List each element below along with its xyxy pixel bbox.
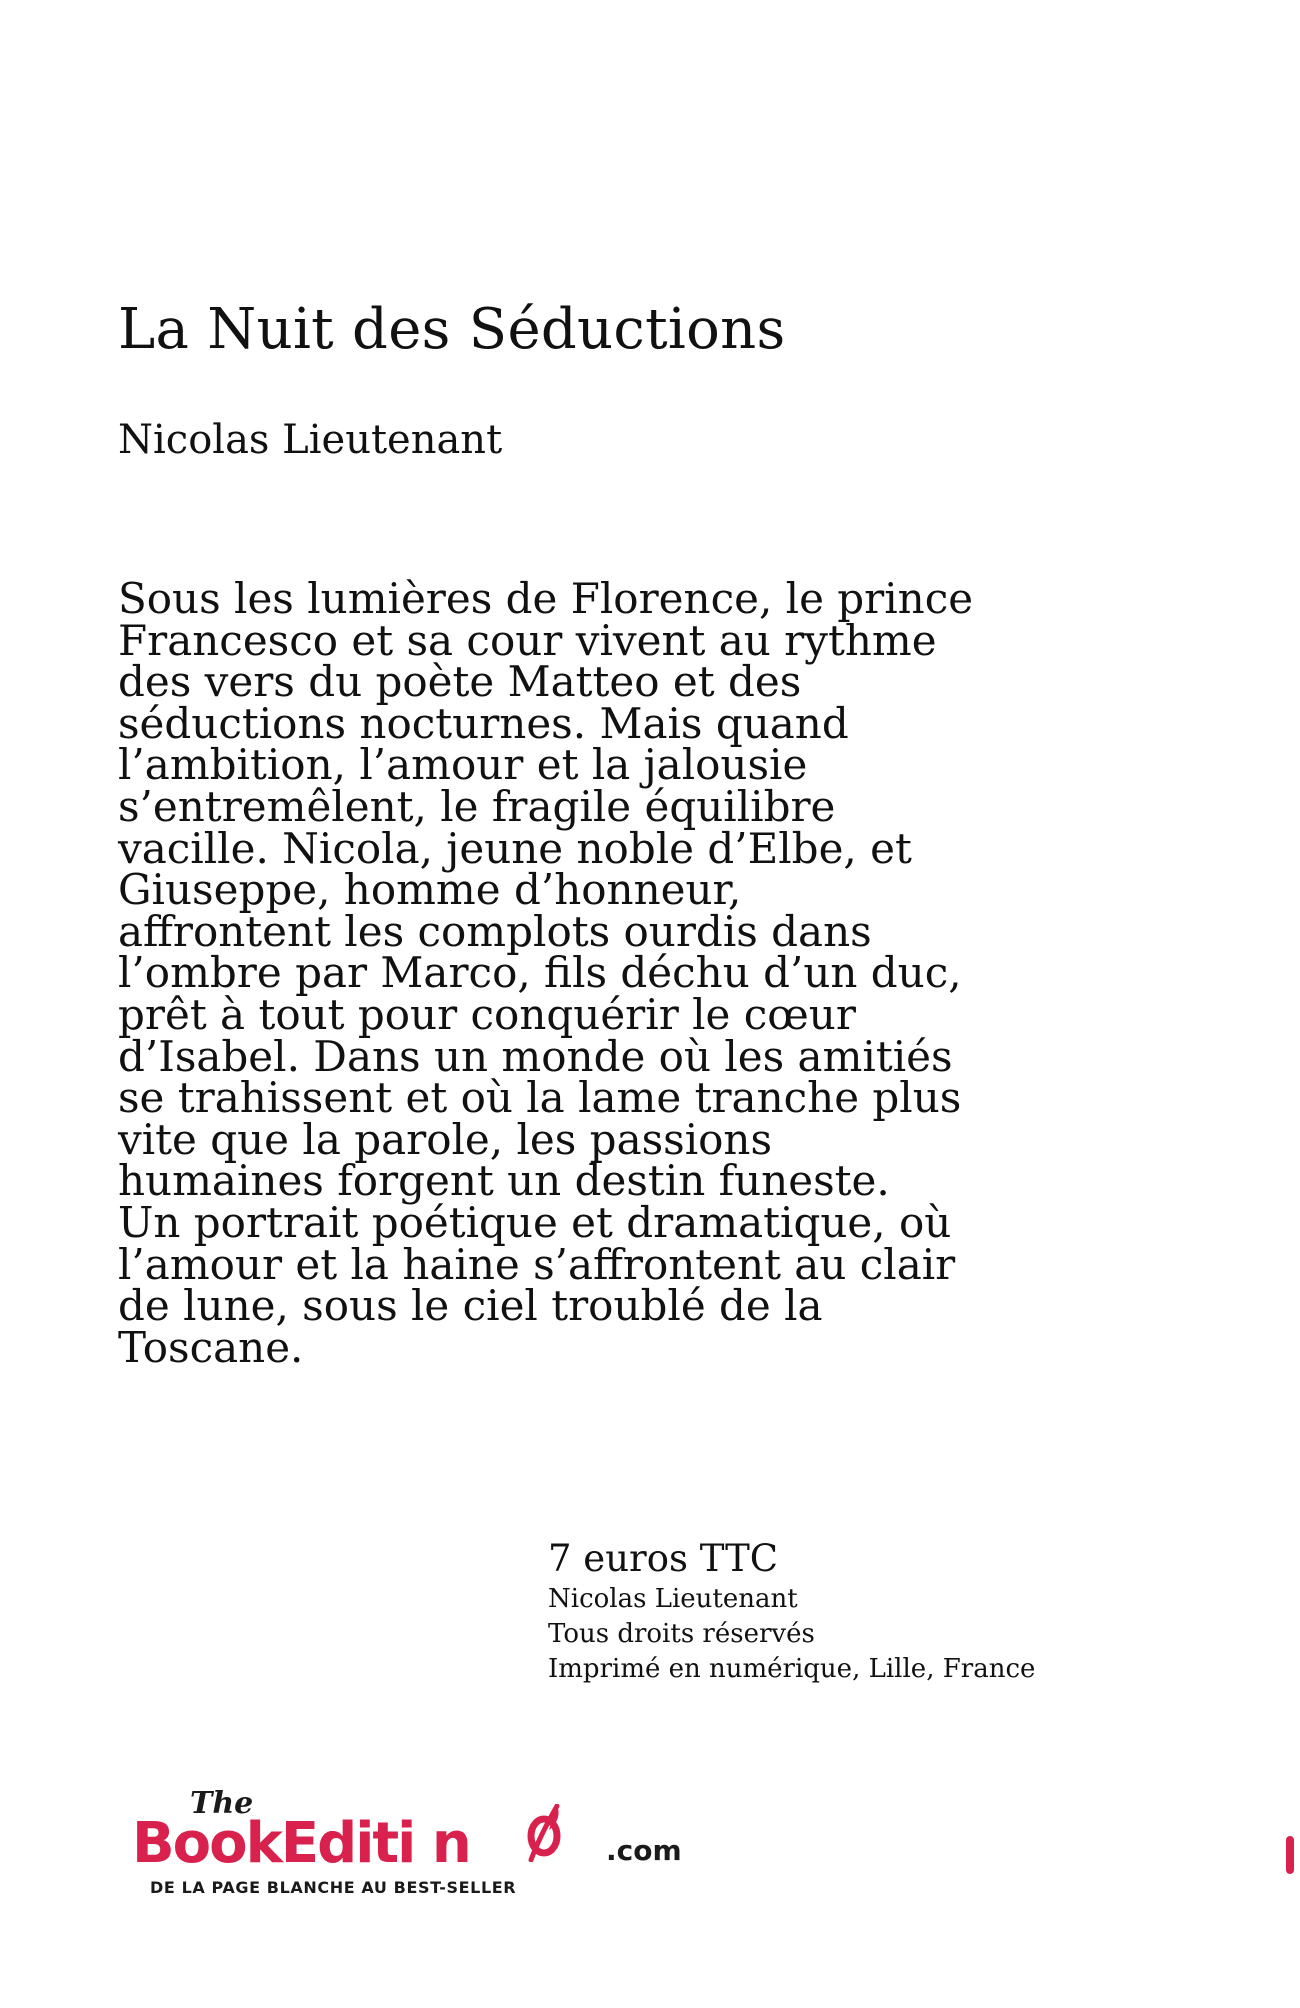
book-title: La Nuit des Séductions	[118, 297, 786, 362]
blurb-line: de lune, sous le ciel troublé de la	[118, 1281, 823, 1331]
logo-tagline: DE LA PAGE BLANCHE AU BEST-SELLER	[150, 1878, 517, 1897]
logo-dotcom: .com	[606, 1834, 682, 1867]
edge-mark	[1286, 1836, 1294, 1874]
blurb-line: l’ambition, l’amour et la jalousie	[118, 740, 808, 790]
blurb-line: s’entremêlent, le fragile équilibre	[118, 781, 836, 831]
printing-notice: Imprimé en numérique, Lille, France	[548, 1654, 1036, 1684]
blurb-line: Francesco et sa cour vivent au rythme	[118, 615, 937, 665]
blurb-line: séductions nocturnes. Mais quand	[118, 698, 849, 748]
blurb-line: d’Isabel. Dans un monde où les amitiés	[118, 1031, 953, 1081]
quill-icon	[527, 1804, 561, 1862]
back-cover-blurb	[118, 574, 998, 1372]
blurb-line: vite que la parole, les passions	[118, 1114, 773, 1164]
blurb-line: Toscane.	[118, 1322, 304, 1372]
logo-the: The	[190, 1786, 254, 1821]
price: 7 euros TTC	[548, 1537, 779, 1580]
rights-notice: Tous droits réservés	[548, 1619, 815, 1649]
blurb-line: l’ombre par Marco, fils déchu d’un duc,	[118, 948, 962, 998]
blurb-line: Un portrait poétique et dramatique, où	[118, 1197, 952, 1247]
blurb-line: l’amour et la haine s’affrontent au clair	[118, 1239, 956, 1289]
blurb-line: vacille. Nicola, jeune noble d’Elbe, et	[118, 823, 912, 873]
logo-brand: BookEditi n	[132, 1811, 470, 1876]
blurb-line: des vers du poète Matteo et des	[118, 657, 802, 707]
blurb-line: Sous les lumières de Florence, le prince	[118, 574, 974, 623]
publisher-logo	[132, 1786, 692, 1897]
colophon	[548, 1536, 1035, 1687]
blurb-line: affrontent les complots ourdis dans	[118, 906, 872, 956]
blurb-line: se trahissent et où la lame tranche plus	[118, 1073, 962, 1123]
colophon-author: Nicolas Lieutenant	[548, 1584, 798, 1614]
blurb-line: humaines forgent un destin funeste.	[118, 1156, 890, 1206]
blurb-line: prêt à tout pour conquérir le cœur	[118, 989, 856, 1039]
book-author: Nicolas Lieutenant	[118, 417, 503, 463]
blurb-line: Giuseppe, homme d’honneur,	[118, 865, 742, 915]
